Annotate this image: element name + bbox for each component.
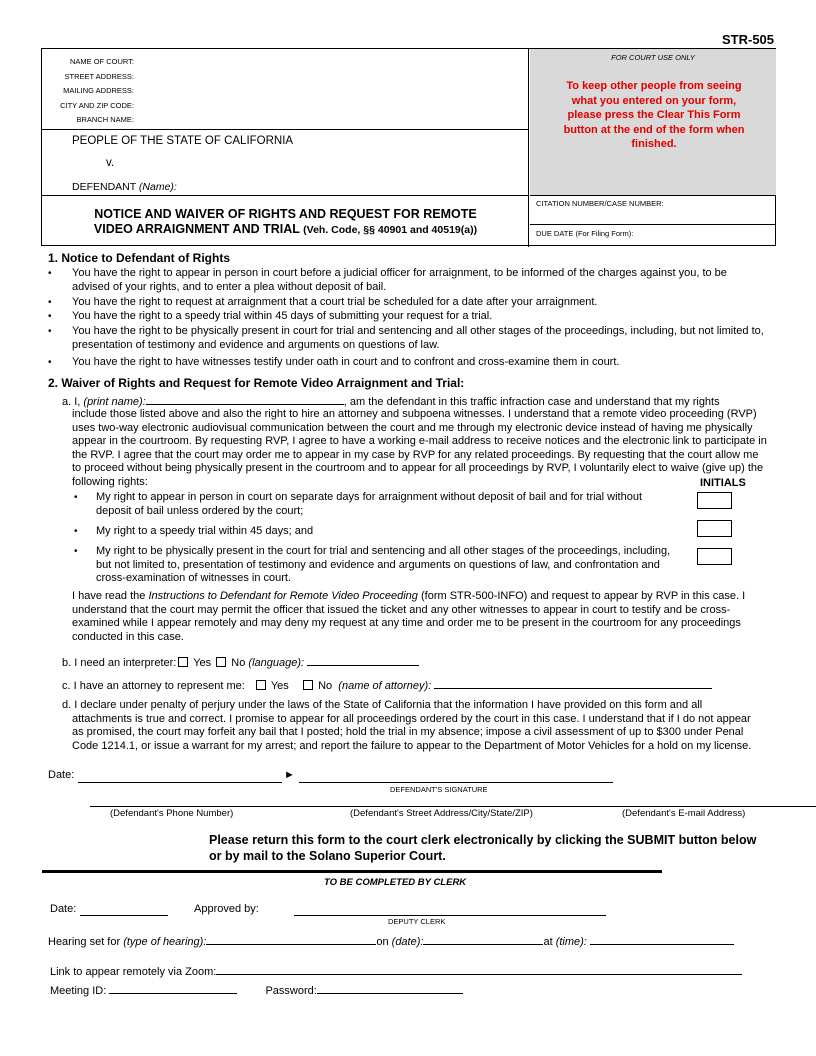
bullet: • — [48, 297, 52, 308]
versus-label: v. — [106, 157, 115, 169]
mailing-address-label: MAILING ADDRESS: — [63, 86, 134, 95]
hearing-type-field[interactable] — [206, 934, 376, 945]
meeting-line: Meeting ID: Password: — [50, 983, 463, 999]
city-zip-label: CITY AND ZIP CODE: — [60, 100, 134, 110]
clerk-date-label: Date: — [50, 903, 77, 915]
initials-box-3[interactable] — [697, 548, 732, 565]
people-label: PEOPLE OF THE STATE OF CALIFORNIA — [72, 135, 294, 147]
right-item-1: You have the right to appear in person in court before a judicial officer for arraignment, to be informed of the charges against you, to be advised of your rights, and to enter a plea without deposit of bail. — [72, 267, 727, 293]
section1-heading: 1. Notice to Defendant of Rights — [48, 251, 231, 265]
item-d-declaration: d. I declare under penalty of perjury under the laws of the State of California that the information I have provided on this form and all attachments is true and correct. I promise to appear for all proceedings ordered by the court in this case. I understand that if I do not appear as promised, the court may forfeit any bail that I posted; hold the trial in my absence; impose a civil assessment of up to $300 under Penal Code 1214.1, or issue a warrant for my arrest; and report the failure to appear to the Department of Motor Vehicles for a hold on my license. — [62, 699, 752, 752]
court-name-label: NAME OF COURT: — [69, 57, 134, 66]
deputy-clerk-label: DEPUTY CLERK — [388, 917, 446, 926]
defendant-label-text: DEFENDANT — [72, 181, 136, 193]
address-field[interactable] — [306, 806, 612, 807]
form-title — [42, 207, 529, 238]
meeting-id-field[interactable] — [109, 983, 237, 994]
bullet: • — [48, 326, 52, 337]
approved-by-label: Approved by: — [194, 903, 259, 915]
interpreter-no-checkbox[interactable] — [216, 657, 226, 667]
initials-label: INITIALS — [700, 477, 746, 489]
divider — [42, 195, 529, 196]
court-use-panel — [530, 49, 776, 195]
waived-right-3: My right to be physically present in the court for trial and sentencing and all other stages of the proceedings, including, but not limited to, presentation of testimony and evidence and arguments on questions of law, and confrontation and cross-examination of witnesses in court. — [96, 545, 671, 585]
clerk-date-field[interactable] — [80, 915, 168, 916]
bullet: • — [74, 546, 78, 557]
arrow-icon: ► — [284, 769, 295, 781]
branch-name-label: BRANCH NAME: — [76, 115, 134, 124]
defendant-name-hint: (Name): — [138, 181, 177, 193]
print-name-field[interactable] — [146, 394, 344, 405]
bullet: • — [48, 268, 52, 279]
form-title-line1: NOTICE AND WAIVER OF RIGHTS AND REQUEST FOR REMOTE — [94, 207, 477, 221]
citation-number-label: CITATION NUMBER/CASE NUMBER: — [536, 199, 664, 208]
hearing-line: Hearing set for (type of hearing): on (date): at (time): — [48, 934, 734, 950]
initials-box-2[interactable] — [697, 520, 732, 537]
address-label: (Defendant's Street Address/City/State/ZIP) — [350, 808, 533, 819]
waived-right-2: My right to a speedy trial within 45 days; and — [96, 525, 314, 537]
right-item-5: You have the right to have witnesses testify under oath in court and to confront and cross-examine them in court. — [72, 356, 620, 368]
form-title-line2: VIDEO ARRAIGNMENT AND TRIAL (Veh. Code, §§ 40901 and 40519(a)) — [93, 222, 478, 236]
court-use-label: FOR COURT USE ONLY — [611, 53, 695, 62]
court-info-labels — [42, 55, 134, 128]
divider — [530, 195, 776, 196]
item-b: b. I need an interpreter: Yes No (language): — [62, 655, 419, 671]
waived-right-1: My right to appear in person in court on separate days for arraignment without deposit of bail and for trial without deposit of bail unless ordered by the court; — [96, 491, 643, 517]
read-instructions-para: I have read the Instructions to Defendant for Remote Video Proceeding (form STR-500-INFO) and request to appear by RVP in this case. I understand that the court may permit the officer that issued the ticket and any other witnesses to appear in court to testify and be cross-examined while I appear remotely and may deny my request at any time and order me to be present in the courtroom for any proceedings conducted in this case. — [72, 590, 746, 643]
bullet: • — [48, 311, 52, 322]
initials-box-1[interactable] — [697, 492, 732, 509]
email-field[interactable] — [612, 806, 816, 807]
approved-by-field[interactable] — [294, 915, 606, 916]
clear-form-message: To keep other people from seeing what you entered on your form, please press the Clear This Form button at the end of the form when finished. — [563, 80, 745, 150]
hearing-time-field[interactable] — [590, 934, 734, 945]
caption-left — [42, 49, 529, 247]
divider — [530, 224, 776, 225]
attorney-yes-checkbox[interactable] — [256, 680, 266, 690]
hearing-date-field[interactable] — [423, 934, 543, 945]
zoom-link-field[interactable] — [216, 964, 742, 975]
return-instructions: Please return this form to the court clerk electronically by clicking the SUBMIT button below or by mail to the Solano Superior Court. — [209, 833, 757, 863]
right-item-4: You have the right to be physically present in court for trial and sentencing and all other stages of the proceedings, including, but not limited to, presentation of testimony and evidence and arguments on questions of law. — [72, 325, 764, 351]
item-a-body: include those listed above and also the right to hire an attorney and subpoena witnesses. I understand that a remote video proceeding (RVP) uses two-way electronic audiovisual communication between the court and me through my electronic device instead of having me physically appear in the courtroom. By requesting RVP, I agree to have a working e-mail address to receive notices and the electronic link to participate in the RVP. I agree that the court may order me to appear in my case by RVP for any related proceedings. By requesting that the court allow me to proceed without being physically present in the courtroom and to appear for all proceedings by RVP, I voluntarily elect to waive (give up) the following rights: — [72, 408, 767, 488]
defendant-label — [72, 181, 177, 193]
phone-label: (Defendant's Phone Number) — [110, 808, 234, 819]
street-address-label: STREET ADDRESS: — [64, 71, 134, 81]
clerk-heading: TO BE COMPLETED BY CLERK — [324, 877, 467, 888]
bullet: • — [74, 526, 78, 537]
password-field[interactable] — [317, 983, 463, 994]
form-title-code: (Veh. Code, §§ 40901 and 40519(a)) — [303, 224, 478, 236]
email-label: (Defendant's E-mail Address) — [622, 808, 746, 819]
clerk-divider — [42, 870, 662, 873]
date-label: Date: — [48, 769, 75, 781]
language-field[interactable] — [307, 655, 419, 666]
right-item-3: You have the right to a speedy trial within 45 days of submitting your request for a trial. — [72, 310, 493, 322]
section2-heading: 2. Waiver of Rights and Request for Remote Video Arraignment and Trial: — [48, 376, 465, 390]
phone-field[interactable] — [90, 806, 306, 807]
bullet: • — [48, 357, 52, 368]
signature-field[interactable] — [299, 782, 613, 783]
zoom-line: Link to appear remotely via Zoom: — [50, 964, 742, 980]
right-item-2: You have the right to request at arraignment that a court trial be scheduled for a date after your arraignment. — [72, 296, 598, 308]
signature-label: DEFENDANT'S SIGNATURE — [390, 785, 488, 794]
form-id: STR-505 — [722, 32, 775, 47]
divider — [42, 129, 529, 130]
item-a-line1: a. I, (print name): , am the defendant in this traffic infraction case and understand that my rights — [62, 396, 720, 408]
date-field[interactable] — [78, 782, 282, 783]
caption-box — [41, 48, 776, 246]
attorney-name-field[interactable] — [434, 678, 712, 689]
bullet: • — [74, 492, 78, 503]
item-c: c. I have an attorney to represent me: Yes No (name of attorney): — [62, 678, 712, 694]
attorney-no-checkbox[interactable] — [303, 680, 313, 690]
due-date-label: DUE DATE (For Filing Form): — [536, 229, 634, 238]
interpreter-yes-checkbox[interactable] — [178, 657, 188, 667]
